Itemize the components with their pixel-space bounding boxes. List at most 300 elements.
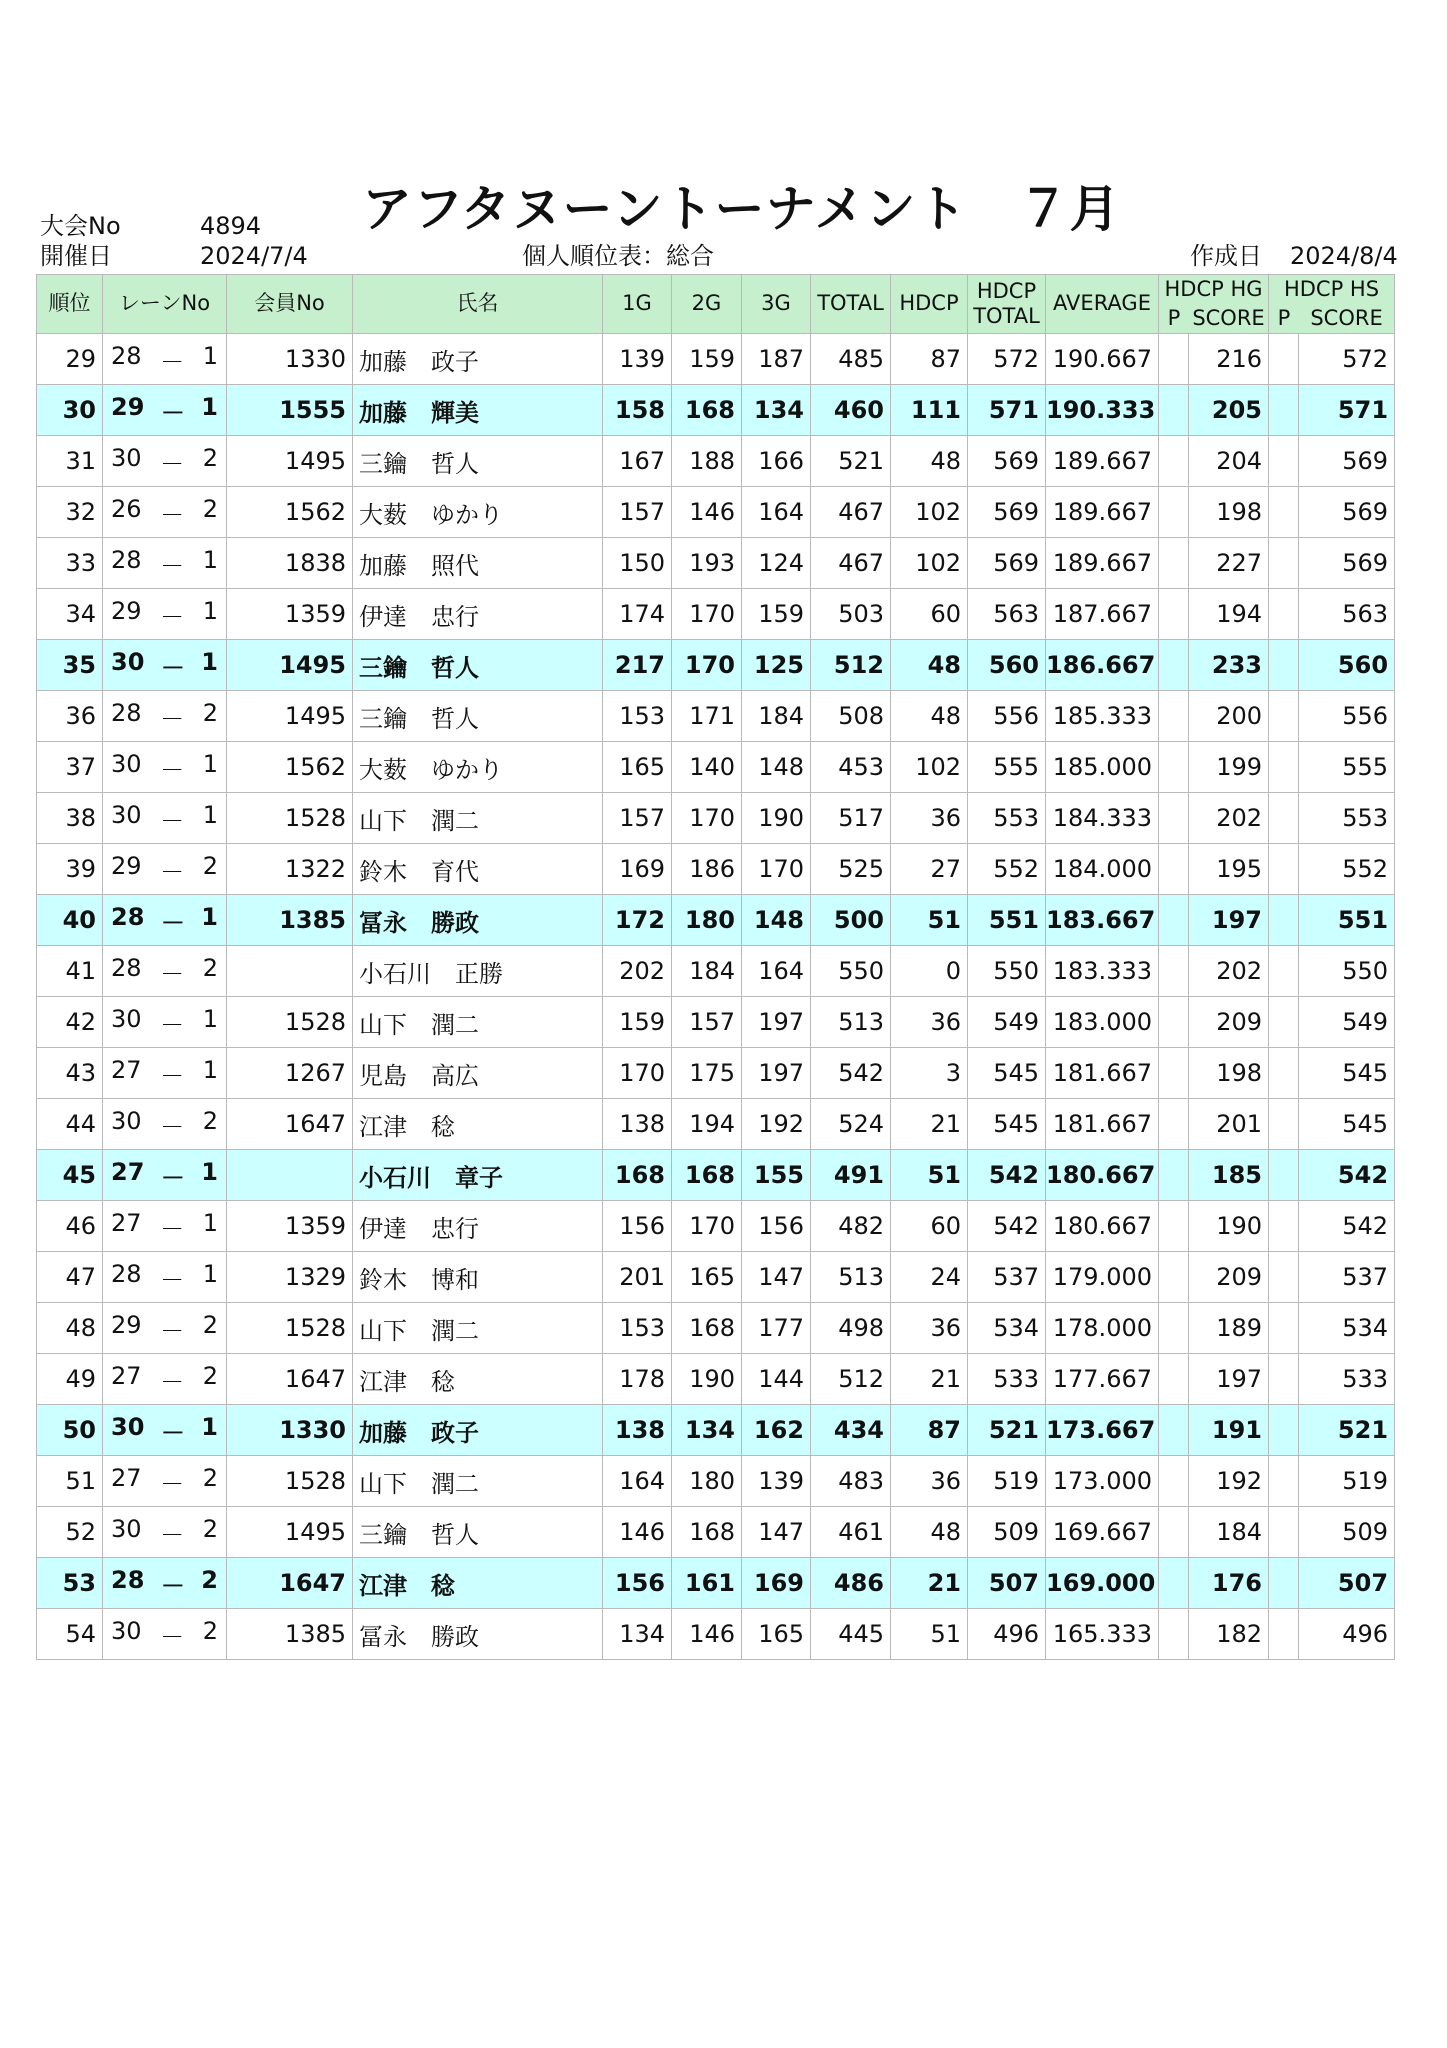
lane-number: 29	[111, 851, 142, 880]
hdcp-cell: 36	[891, 997, 968, 1048]
col-hdcp-hs-top: HDCP HS	[1283, 277, 1380, 301]
lane-cell	[103, 1609, 227, 1660]
game1-cell: 153	[603, 1303, 672, 1354]
hs-p-cell	[1269, 1354, 1299, 1405]
total-cell: 453	[811, 742, 891, 793]
lane-seat: 2	[202, 698, 218, 727]
average-cell: 169.000	[1046, 1558, 1159, 1609]
lane-cell	[103, 844, 227, 895]
hs-score-cell: 545	[1299, 1099, 1395, 1150]
hdcp-total-cell: 507	[968, 1558, 1046, 1609]
game1-cell: 164	[603, 1456, 672, 1507]
lane-seat: 1	[202, 545, 218, 574]
total-cell: 445	[811, 1609, 891, 1660]
col-rank: 順位	[37, 275, 103, 334]
hg-p-cell	[1159, 844, 1189, 895]
game3-cell: 164	[742, 487, 811, 538]
table-row	[37, 1099, 1395, 1150]
hs-p-cell	[1269, 742, 1299, 793]
lane-dash: －	[160, 1265, 185, 1294]
table-row	[37, 946, 1395, 997]
rank-cell: 39	[37, 844, 103, 895]
game1-cell: 156	[603, 1558, 672, 1609]
hg-score-cell: 194	[1189, 589, 1269, 640]
lane-cell	[103, 793, 227, 844]
rank-cell: 49	[37, 1354, 103, 1405]
table-row	[37, 1456, 1395, 1507]
player-name-cell: 江津 稔	[353, 1099, 603, 1150]
table-row	[37, 640, 1395, 691]
hs-p-cell	[1269, 844, 1299, 895]
hg-p-cell	[1159, 1558, 1189, 1609]
lane-dash: －	[160, 1214, 185, 1243]
col-g1: 1G	[603, 275, 672, 334]
average-cell: 181.667	[1046, 1048, 1159, 1099]
player-name-cell: 鈴木 育代	[353, 844, 603, 895]
member-no-cell: 1555	[227, 385, 353, 436]
hs-p-cell	[1269, 1252, 1299, 1303]
table-header-row	[37, 275, 1395, 334]
col-hdcp-hg-top: HDCP HG	[1164, 277, 1263, 301]
lane-number: 30	[111, 800, 142, 829]
game2-cell: 188	[672, 436, 742, 487]
lane-cell	[103, 742, 227, 793]
lane-cell	[103, 946, 227, 997]
hdcp-total-cell: 496	[968, 1609, 1046, 1660]
average-cell: 179.000	[1046, 1252, 1159, 1303]
total-cell: 500	[811, 895, 891, 946]
total-cell: 503	[811, 589, 891, 640]
lane-dash: －	[160, 806, 185, 835]
table-row	[37, 538, 1395, 589]
hdcp-cell: 48	[891, 691, 968, 742]
game2-cell: 184	[672, 946, 742, 997]
member-no-cell: 1562	[227, 742, 353, 793]
lane-cell	[103, 1558, 227, 1609]
game3-cell: 190	[742, 793, 811, 844]
hg-p-cell	[1159, 1405, 1189, 1456]
hg-p-cell	[1159, 589, 1189, 640]
average-cell: 173.000	[1046, 1456, 1159, 1507]
average-cell: 185.000	[1046, 742, 1159, 793]
hs-p-cell	[1269, 385, 1299, 436]
hg-score-cell: 204	[1189, 436, 1269, 487]
hg-score-cell: 176	[1189, 1558, 1269, 1609]
lane-seat: 2	[202, 1463, 218, 1492]
game3-cell: 124	[742, 538, 811, 589]
game2-cell: 159	[672, 334, 742, 385]
player-name-cell: 加藤 政子	[353, 334, 603, 385]
table-row	[37, 1150, 1395, 1201]
hg-score-cell: 197	[1189, 1354, 1269, 1405]
col-total: TOTAL	[811, 275, 891, 334]
hg-p-cell	[1159, 436, 1189, 487]
game2-cell: 168	[672, 1150, 742, 1201]
hdcp-total-cell: 569	[968, 487, 1046, 538]
lane-number: 30	[111, 1412, 145, 1441]
lane-dash: －	[160, 1520, 185, 1549]
table-row	[37, 1507, 1395, 1558]
hs-score-cell: 555	[1299, 742, 1395, 793]
hg-score-cell: 209	[1189, 1252, 1269, 1303]
member-no-cell: 1359	[227, 1201, 353, 1252]
average-cell: 177.667	[1046, 1354, 1159, 1405]
hdcp-cell: 51	[891, 895, 968, 946]
average-cell: 184.000	[1046, 844, 1159, 895]
lane-number: 28	[111, 545, 142, 574]
total-cell: 521	[811, 436, 891, 487]
hdcp-cell: 36	[891, 1456, 968, 1507]
hdcp-total-cell: 556	[968, 691, 1046, 742]
hdcp-cell: 48	[891, 640, 968, 691]
hdcp-cell: 48	[891, 1507, 968, 1558]
rank-cell: 51	[37, 1456, 103, 1507]
hg-score-cell: 205	[1189, 385, 1269, 436]
date-label: 開催日	[40, 242, 112, 270]
lane-seat: 1	[201, 1412, 218, 1441]
average-cell: 189.667	[1046, 538, 1159, 589]
player-name-cell: 伊達 忠行	[353, 589, 603, 640]
lane-seat: 2	[201, 1565, 218, 1594]
game1-cell: 158	[603, 385, 672, 436]
total-cell: 525	[811, 844, 891, 895]
hdcp-cell: 87	[891, 334, 968, 385]
hdcp-cell: 21	[891, 1354, 968, 1405]
game2-cell: 194	[672, 1099, 742, 1150]
lane-number: 28	[111, 953, 142, 982]
total-cell: 461	[811, 1507, 891, 1558]
player-name-cell: 加藤 輝美	[353, 385, 603, 436]
lane-cell	[103, 1201, 227, 1252]
member-no-cell: 1330	[227, 334, 353, 385]
lane-dash: －	[160, 1112, 185, 1141]
game3-cell: 148	[742, 742, 811, 793]
lane-number: 27	[111, 1055, 142, 1084]
hs-score-cell: 549	[1299, 997, 1395, 1048]
hg-score-cell: 192	[1189, 1456, 1269, 1507]
game3-cell: 147	[742, 1507, 811, 1558]
game2-cell: 170	[672, 1201, 742, 1252]
player-name-cell: 加藤 照代	[353, 538, 603, 589]
player-name-cell: 大薮 ゆかり	[353, 742, 603, 793]
hs-p-cell	[1269, 793, 1299, 844]
game1-cell: 170	[603, 1048, 672, 1099]
lane-number: 30	[111, 1004, 142, 1033]
lane-number: 29	[111, 596, 142, 625]
rank-cell: 37	[37, 742, 103, 793]
hs-p-cell	[1269, 538, 1299, 589]
hs-score-cell: 569	[1299, 487, 1395, 538]
hs-p-cell	[1269, 487, 1299, 538]
member-no-cell: 1495	[227, 1507, 353, 1558]
lane-seat: 1	[201, 392, 218, 421]
hs-p-cell	[1269, 1558, 1299, 1609]
col-hdcp-total-line1: HDCP	[976, 278, 1037, 303]
game3-cell: 134	[742, 385, 811, 436]
lane-number: 28	[111, 698, 142, 727]
average-cell: 180.667	[1046, 1150, 1159, 1201]
game2-cell: 146	[672, 487, 742, 538]
game3-cell: 177	[742, 1303, 811, 1354]
hs-p-cell	[1269, 1150, 1299, 1201]
hs-p-cell	[1269, 334, 1299, 385]
hg-p-cell	[1159, 1201, 1189, 1252]
hdcp-total-cell: 542	[968, 1201, 1046, 1252]
hdcp-total-cell: 545	[968, 1099, 1046, 1150]
hg-score-cell: 190	[1189, 1201, 1269, 1252]
hg-score-cell: 200	[1189, 691, 1269, 742]
lane-dash: －	[160, 1418, 185, 1447]
hg-p-cell	[1159, 1507, 1189, 1558]
hdcp-total-cell: 549	[968, 997, 1046, 1048]
game1-cell: 150	[603, 538, 672, 589]
hdcp-cell: 36	[891, 1303, 968, 1354]
hg-score-cell: 184	[1189, 1507, 1269, 1558]
hs-score-cell: 545	[1299, 1048, 1395, 1099]
hdcp-total-cell: 542	[968, 1150, 1046, 1201]
rank-cell: 33	[37, 538, 103, 589]
lane-number: 30	[111, 749, 142, 778]
total-cell: 460	[811, 385, 891, 436]
rank-cell: 34	[37, 589, 103, 640]
lane-seat: 1	[201, 1157, 218, 1186]
hdcp-cell: 102	[891, 742, 968, 793]
lane-seat: 1	[202, 800, 218, 829]
total-cell: 524	[811, 1099, 891, 1150]
player-name-cell: 山下 潤二	[353, 1303, 603, 1354]
table-row	[37, 691, 1395, 742]
hg-p-cell	[1159, 538, 1189, 589]
player-name-cell: 山下 潤二	[353, 1456, 603, 1507]
average-cell: 189.667	[1046, 436, 1159, 487]
game2-cell: 193	[672, 538, 742, 589]
game3-cell: 159	[742, 589, 811, 640]
game1-cell: 168	[603, 1150, 672, 1201]
hg-score-cell: 198	[1189, 1048, 1269, 1099]
hs-score-cell: 553	[1299, 793, 1395, 844]
hs-score-cell: 496	[1299, 1609, 1395, 1660]
hs-score-cell: 521	[1299, 1405, 1395, 1456]
lane-cell	[103, 538, 227, 589]
lane-dash: －	[160, 1010, 185, 1039]
player-name-cell: 冨永 勝政	[353, 895, 603, 946]
hs-score-cell: 551	[1299, 895, 1395, 946]
hg-p-cell	[1159, 1048, 1189, 1099]
rank-cell: 30	[37, 385, 103, 436]
tournament-no-label: 大会No	[40, 212, 121, 240]
lane-seat: 1	[202, 341, 218, 370]
created-label: 作成日	[1190, 242, 1262, 270]
game3-cell: 166	[742, 436, 811, 487]
col-hdcp-hg-score: SCORE	[1192, 306, 1265, 330]
hg-p-cell	[1159, 691, 1189, 742]
game3-cell: 125	[742, 640, 811, 691]
hg-p-cell	[1159, 1456, 1189, 1507]
total-cell: 491	[811, 1150, 891, 1201]
lane-dash: －	[160, 908, 185, 937]
lane-number: 27	[111, 1361, 142, 1390]
lane-dash: －	[160, 449, 185, 478]
member-no-cell: 1528	[227, 1456, 353, 1507]
game2-cell: 168	[672, 385, 742, 436]
col-hdcp-hs-score: SCORE	[1310, 306, 1383, 330]
average-cell: 184.333	[1046, 793, 1159, 844]
game1-cell: 146	[603, 1507, 672, 1558]
game1-cell: 159	[603, 997, 672, 1048]
lane-dash: －	[160, 1571, 185, 1600]
lane-seat: 1	[202, 1055, 218, 1084]
game2-cell: 165	[672, 1252, 742, 1303]
total-cell: 550	[811, 946, 891, 997]
game1-cell: 174	[603, 589, 672, 640]
member-no-cell: 1359	[227, 589, 353, 640]
rank-cell: 52	[37, 1507, 103, 1558]
report-label: 個人順位表：総合	[522, 242, 714, 270]
hdcp-total-cell: 553	[968, 793, 1046, 844]
col-hdcp-total	[968, 275, 1046, 334]
lane-cell	[103, 895, 227, 946]
hs-p-cell	[1269, 436, 1299, 487]
lane-dash: －	[160, 500, 185, 529]
player-name-cell: 三鑰 哲人	[353, 436, 603, 487]
hs-score-cell: 572	[1299, 334, 1395, 385]
event-date: 2024/7/4	[200, 242, 308, 270]
hdcp-total-cell: 545	[968, 1048, 1046, 1099]
lane-cell	[103, 385, 227, 436]
player-name-cell: 加藤 政子	[353, 1405, 603, 1456]
lane-number: 27	[111, 1157, 145, 1186]
lane-seat: 2	[202, 1106, 218, 1135]
ranking-table	[36, 274, 1395, 1660]
lane-number: 27	[111, 1208, 142, 1237]
game2-cell: 186	[672, 844, 742, 895]
hg-score-cell: 227	[1189, 538, 1269, 589]
rank-cell: 42	[37, 997, 103, 1048]
game1-cell: 153	[603, 691, 672, 742]
tournament-no: 4894	[200, 212, 262, 240]
game1-cell: 202	[603, 946, 672, 997]
rank-cell: 44	[37, 1099, 103, 1150]
member-no-cell: 1267	[227, 1048, 353, 1099]
table-row	[37, 589, 1395, 640]
hg-p-cell	[1159, 1099, 1189, 1150]
member-no-cell: 1838	[227, 538, 353, 589]
lane-dash: －	[160, 1469, 185, 1498]
lane-dash: －	[160, 653, 185, 682]
hg-score-cell: 199	[1189, 742, 1269, 793]
total-cell: 482	[811, 1201, 891, 1252]
lane-seat: 1	[202, 1004, 218, 1033]
hs-p-cell	[1269, 895, 1299, 946]
hs-score-cell: 534	[1299, 1303, 1395, 1354]
lane-cell	[103, 589, 227, 640]
hg-score-cell: 201	[1189, 1099, 1269, 1150]
average-cell: 169.667	[1046, 1507, 1159, 1558]
lane-seat: 2	[202, 851, 218, 880]
member-no-cell: 1528	[227, 1303, 353, 1354]
game1-cell: 157	[603, 487, 672, 538]
total-cell: 467	[811, 487, 891, 538]
page-title: アフタヌーントーナメント ７月	[362, 180, 1121, 238]
hs-score-cell: 542	[1299, 1201, 1395, 1252]
table-row	[37, 1252, 1395, 1303]
game2-cell: 134	[672, 1405, 742, 1456]
col-hdcp-total-line2: TOTAL	[973, 304, 1040, 328]
hs-p-cell	[1269, 997, 1299, 1048]
hg-score-cell: 202	[1189, 793, 1269, 844]
hs-p-cell	[1269, 1507, 1299, 1558]
game2-cell: 170	[672, 640, 742, 691]
game1-cell: 165	[603, 742, 672, 793]
hdcp-total-cell: 533	[968, 1354, 1046, 1405]
game3-cell: 164	[742, 946, 811, 997]
hs-score-cell: 537	[1299, 1252, 1395, 1303]
hg-p-cell	[1159, 742, 1189, 793]
lane-seat: 2	[202, 1514, 218, 1543]
lane-seat: 2	[202, 443, 218, 472]
member-no-cell: 1495	[227, 691, 353, 742]
game2-cell: 146	[672, 1609, 742, 1660]
member-no-cell: 1322	[227, 844, 353, 895]
rank-cell: 53	[37, 1558, 103, 1609]
game2-cell: 171	[672, 691, 742, 742]
lane-number: 28	[111, 902, 145, 931]
hs-score-cell: 556	[1299, 691, 1395, 742]
lane-dash: －	[160, 857, 185, 886]
player-name-cell: 山下 潤二	[353, 793, 603, 844]
lane-dash: －	[160, 704, 185, 733]
hdcp-cell: 51	[891, 1150, 968, 1201]
total-cell: 434	[811, 1405, 891, 1456]
member-no-cell: 1495	[227, 436, 353, 487]
game2-cell: 140	[672, 742, 742, 793]
hg-score-cell: 233	[1189, 640, 1269, 691]
member-no-cell: 1385	[227, 1609, 353, 1660]
rank-cell: 31	[37, 436, 103, 487]
average-cell: 185.333	[1046, 691, 1159, 742]
lane-seat: 1	[201, 902, 218, 931]
total-cell: 512	[811, 640, 891, 691]
table-row	[37, 1303, 1395, 1354]
hdcp-cell: 60	[891, 589, 968, 640]
col-g2: 2G	[672, 275, 742, 334]
col-g3: 3G	[742, 275, 811, 334]
game3-cell: 197	[742, 997, 811, 1048]
game2-cell: 175	[672, 1048, 742, 1099]
member-no-cell: 1647	[227, 1354, 353, 1405]
lane-dash: －	[160, 347, 185, 376]
hs-score-cell: 533	[1299, 1354, 1395, 1405]
game1-cell: 134	[603, 1609, 672, 1660]
hdcp-cell: 102	[891, 538, 968, 589]
lane-cell	[103, 1048, 227, 1099]
member-no-cell: 1562	[227, 487, 353, 538]
hs-p-cell	[1269, 946, 1299, 997]
table-row	[37, 487, 1395, 538]
member-no-cell	[227, 1150, 353, 1201]
table-row	[37, 1558, 1395, 1609]
rank-cell: 54	[37, 1609, 103, 1660]
player-name-cell: 三鑰 哲人	[353, 640, 603, 691]
created-date: 2024/8/4	[1290, 242, 1398, 270]
hdcp-cell: 21	[891, 1099, 968, 1150]
game3-cell: 148	[742, 895, 811, 946]
hdcp-total-cell: 534	[968, 1303, 1046, 1354]
hg-p-cell	[1159, 1252, 1189, 1303]
lane-seat: 1	[202, 1208, 218, 1237]
lane-number: 28	[111, 341, 142, 370]
total-cell: 498	[811, 1303, 891, 1354]
